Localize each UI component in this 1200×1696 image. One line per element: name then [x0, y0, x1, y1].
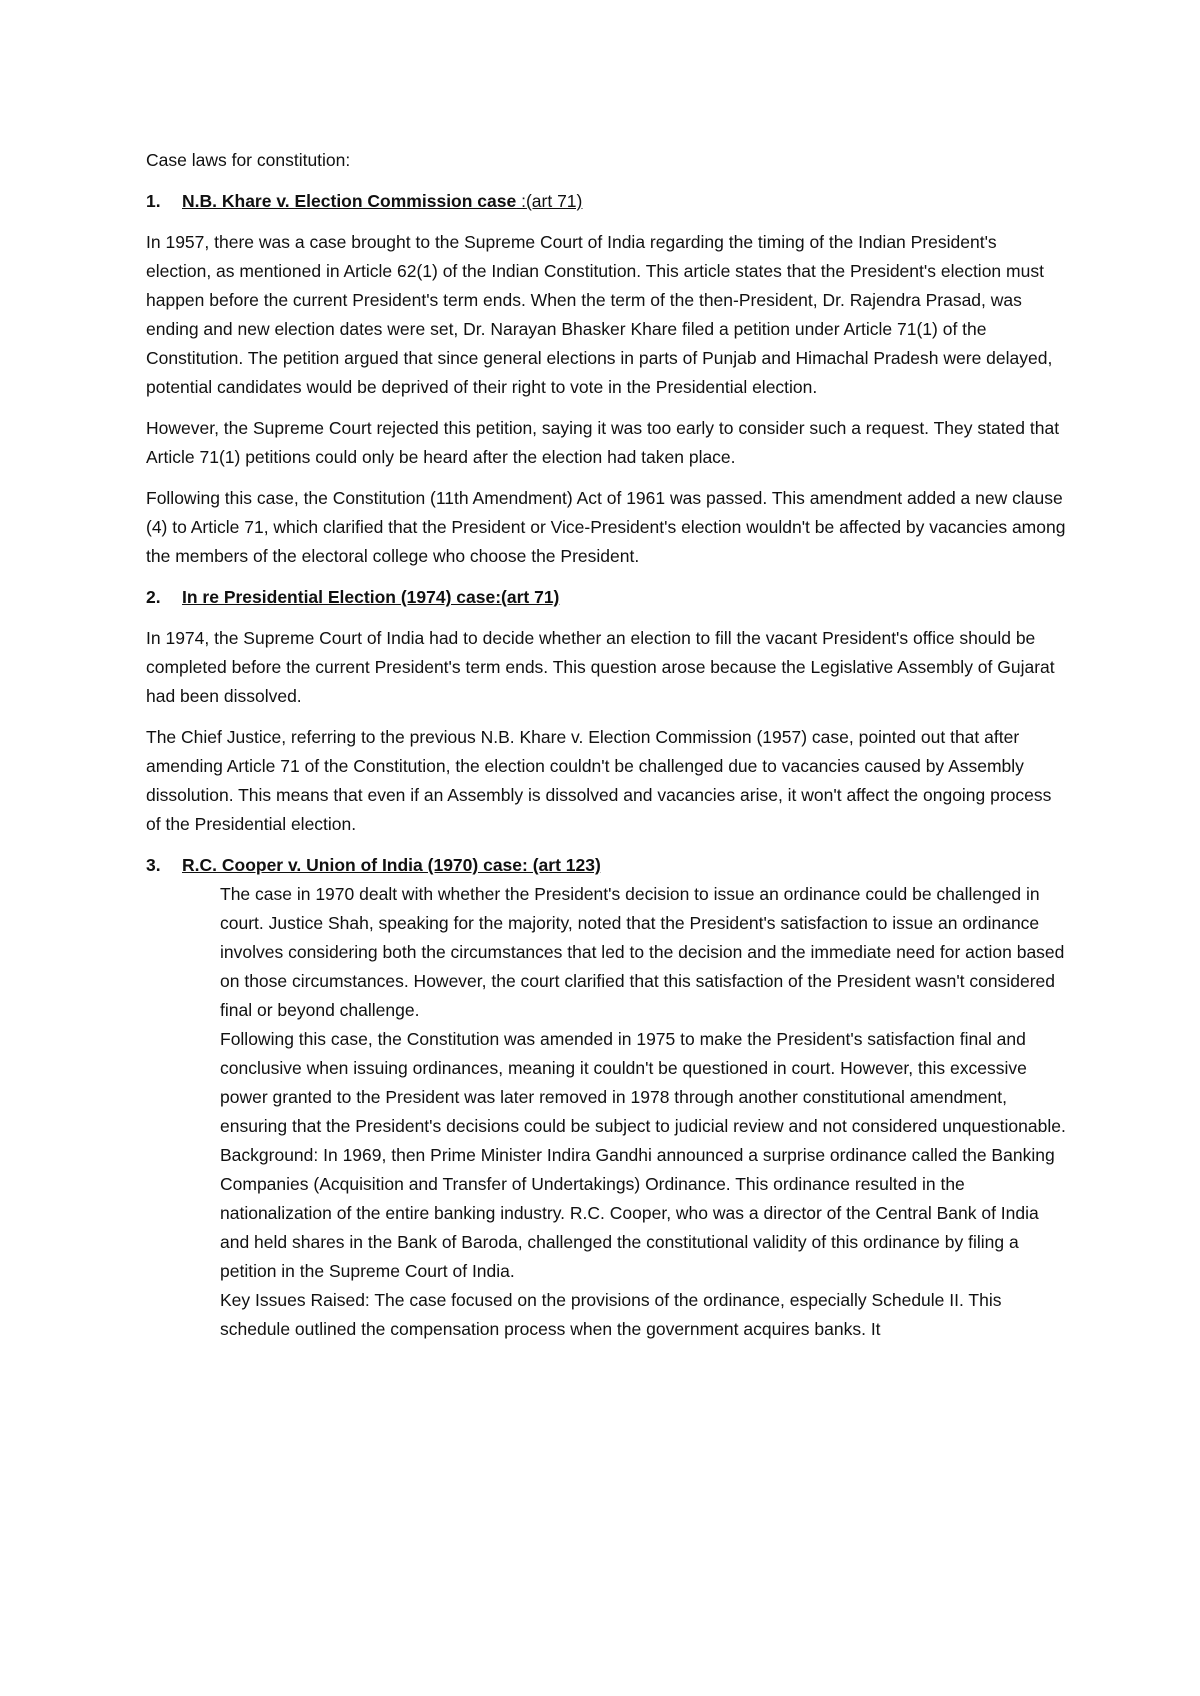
- section-1-number: 1.: [146, 191, 161, 211]
- document-title: Case laws for constitution:: [146, 150, 351, 170]
- section-1-title: N.B. Khare v. Election Commission case: [182, 191, 517, 211]
- section-1-paragraph-1: In 1957, there was a case brought to the Supreme Court of India regarding the timing of the Indian President's election, as mentioned in Article 62(1) of the Indian Constitution. This article states that the President's election must happen before the current President's term ends. When the term of the then-President, Dr. Rajendra Prasad, was ending and new election dates were set, Dr. Narayan Bhasker Khare filed a petition under Article 71(1) of the Constitution. The petition argued that since general elections in parts of Punjab and Himachal Pradesh were delayed, potential candidates would be deprived of their right to vote in the Presidential election.: [146, 232, 1053, 397]
- section-3-body: [220, 880, 1066, 1344]
- section-3-paragraph-1: The case in 1970 dealt with whether the President's decision to issue an ordinance could be challenged in court. Justice Shah, speaking for the majority, noted that the President's satisfaction to issue an ordinance involves considering both the circumstances that led to the decision and the immediate need for action based on those circumstances. However, the court clarified that this satisfaction of the President wasn't considered final or beyond challenge.: [220, 884, 1065, 1020]
- section-3-paragraph-4: Key Issues Raised: The case focused on the provisions of the ordinance, especially Schedule II. This schedule outlined the compensation process when the government acquires banks. It: [220, 1290, 1002, 1339]
- section-2-paragraph-1: In 1974, the Supreme Court of India had to decide whether an election to fill the vacant President's office should be completed before the current President's term ends. This question arose because the Legislative Assembly of Gujarat had been dissolved.: [146, 628, 1055, 706]
- document-body: [146, 146, 1066, 1344]
- section-2-title: In re Presidential Election (1974) case:(art 71): [182, 587, 560, 607]
- section-2: [146, 583, 1066, 839]
- section-2-heading: [146, 583, 1066, 612]
- section-1: [146, 187, 1066, 571]
- section-2-paragraph-2: The Chief Justice, referring to the previous N.B. Khare v. Election Commission (1957) case, pointed out that after amending Article 71 of the Constitution, the election couldn't be challenged due to vacancies caused by Assembly dissolution. This means that even if an Assembly is dissolved and vacancies arise, it won't affect the ongoing process of the Presidential election.: [146, 727, 1052, 834]
- section-1-heading: [146, 187, 1066, 216]
- section-1-paragraph-3: Following this case, the Constitution (11th Amendment) Act of 1961 was passed. This amendment added a new clause (4) to Article 71, which clarified that the President or Vice-President's election wouldn't be affected by vacancies among the members of the electoral college who choose the President.: [146, 488, 1066, 566]
- section-3-paragraph-3: Background: In 1969, then Prime Minister Indira Gandhi announced a surprise ordinance called the Banking Companies (Acquisition and Transfer of Undertakings) Ordinance. This ordinance resulted in the nationalization of the entire banking industry. R.C. Cooper, who was a director of the Central Bank of India and held shares in the Bank of Baroda, challenged the constitutional validity of this ordinance by filing a petition in the Supreme Court of India.: [220, 1145, 1055, 1281]
- section-1-article: :(art 71): [516, 191, 583, 211]
- section-3: [146, 851, 1066, 1344]
- section-3-number: 3.: [146, 855, 161, 875]
- section-3-paragraph-2: Following this case, the Constitution was amended in 1975 to make the President's satisfaction final and conclusive when issuing ordinances, meaning it couldn't be questioned in court. However, this excessive power granted to the President was later removed in 1978 through another constitutional amendment, ensuring that the President's decisions could be subject to judicial review and not considered unquestionable.: [220, 1029, 1066, 1136]
- section-3-heading: [146, 851, 1066, 880]
- section-2-number: 2.: [146, 587, 161, 607]
- section-1-paragraph-2: However, the Supreme Court rejected this petition, saying it was too early to consider such a request. They stated that Article 71(1) petitions could only be heard after the election had taken place.: [146, 418, 1060, 467]
- section-3-title: R.C. Cooper v. Union of India (1970) case: (art 123): [182, 855, 601, 875]
